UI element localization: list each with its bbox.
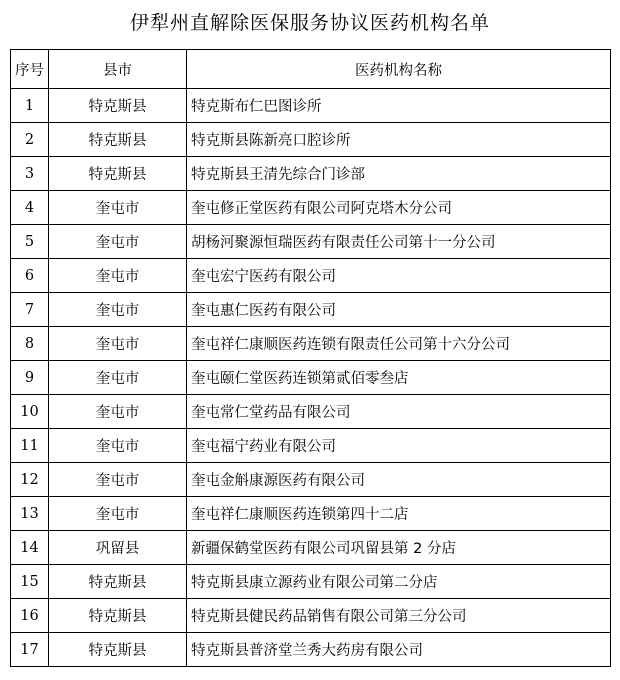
serial-number-cell: 6	[11, 259, 49, 293]
county-cell: 特克斯县	[49, 565, 187, 599]
county-cell: 奎屯市	[49, 259, 187, 293]
table-row	[11, 293, 611, 327]
table-row	[11, 123, 611, 157]
county-cell: 奎屯市	[49, 395, 187, 429]
county-cell: 奎屯市	[49, 497, 187, 531]
institution-name-cell: 奎屯颐仁堂医药连锁第贰佰零叁店	[187, 361, 611, 395]
institution-name-cell: 奎屯常仁堂药品有限公司	[187, 395, 611, 429]
institution-name-cell: 特克斯县陈新亮口腔诊所	[187, 123, 611, 157]
table-header-row	[11, 50, 611, 89]
institution-name-cell: 奎屯金斛康源医药有限公司	[187, 463, 611, 497]
serial-number-cell: 9	[11, 361, 49, 395]
serial-number-cell: 4	[11, 191, 49, 225]
institution-name-cell: 特克斯县王清先综合门诊部	[187, 157, 611, 191]
table-row	[11, 89, 611, 123]
institution-name-cell: 特克斯布仁巴图诊所	[187, 89, 611, 123]
county-cell: 特克斯县	[49, 157, 187, 191]
county-cell: 巩留县	[49, 531, 187, 565]
serial-number-cell: 17	[11, 633, 49, 667]
county-cell: 奎屯市	[49, 327, 187, 361]
table-row	[11, 361, 611, 395]
serial-number-cell: 14	[11, 531, 49, 565]
institution-name-cell: 特克斯县康立源药业有限公司第二分店	[187, 565, 611, 599]
institution-name-cell: 特克斯县普济堂兰秀大药房有限公司	[187, 633, 611, 667]
table-row	[11, 395, 611, 429]
serial-number-cell: 13	[11, 497, 49, 531]
institution-name-cell: 新疆保鹤堂医药有限公司巩留县第 2 分店	[187, 531, 611, 565]
table-row	[11, 599, 611, 633]
county-cell: 奎屯市	[49, 293, 187, 327]
county-cell: 特克斯县	[49, 599, 187, 633]
institution-name-cell: 胡杨河聚源恒瑞医药有限责任公司第十一分公司	[187, 225, 611, 259]
table-row	[11, 429, 611, 463]
county-cell: 特克斯县	[49, 123, 187, 157]
table-body	[11, 89, 611, 667]
header-serial-number: 序号	[11, 50, 49, 89]
institution-name-cell: 奎屯修正堂医药有限公司阿克塔木分公司	[187, 191, 611, 225]
county-cell: 特克斯县	[49, 89, 187, 123]
table-row	[11, 497, 611, 531]
serial-number-cell: 12	[11, 463, 49, 497]
table-row	[11, 259, 611, 293]
serial-number-cell: 11	[11, 429, 49, 463]
county-cell: 奎屯市	[49, 463, 187, 497]
table-row	[11, 327, 611, 361]
header-institution-name: 医药机构名称	[187, 50, 611, 89]
serial-number-cell: 3	[11, 157, 49, 191]
institution-name-cell: 奎屯宏宁医药有限公司	[187, 259, 611, 293]
serial-number-cell: 5	[11, 225, 49, 259]
institution-table	[10, 49, 611, 667]
county-cell: 奎屯市	[49, 361, 187, 395]
serial-number-cell: 2	[11, 123, 49, 157]
header-county: 县市	[49, 50, 187, 89]
table-row	[11, 463, 611, 497]
page-title: 伊犁州直解除医保服务协议医药机构名单	[129, 12, 490, 34]
institution-name-cell: 奎屯祥仁康顺医药连锁第四十二店	[187, 497, 611, 531]
serial-number-cell: 15	[11, 565, 49, 599]
county-cell: 奎屯市	[49, 225, 187, 259]
serial-number-cell: 8	[11, 327, 49, 361]
table-row	[11, 191, 611, 225]
county-cell: 特克斯县	[49, 633, 187, 667]
table-row	[11, 633, 611, 667]
county-cell: 奎屯市	[49, 191, 187, 225]
county-cell: 奎屯市	[49, 429, 187, 463]
serial-number-cell: 16	[11, 599, 49, 633]
institution-name-cell: 奎屯祥仁康顺医药连锁有限责任公司第十六分公司	[187, 327, 611, 361]
table-row	[11, 531, 611, 565]
serial-number-cell: 10	[11, 395, 49, 429]
serial-number-cell: 7	[11, 293, 49, 327]
institution-name-cell: 特克斯县健民药品销售有限公司第三分公司	[187, 599, 611, 633]
institution-name-cell: 奎屯福宁药业有限公司	[187, 429, 611, 463]
table-row	[11, 225, 611, 259]
institution-name-cell: 奎屯惠仁医药有限公司	[187, 293, 611, 327]
serial-number-cell: 1	[11, 89, 49, 123]
table-row	[11, 565, 611, 599]
table-row	[11, 157, 611, 191]
